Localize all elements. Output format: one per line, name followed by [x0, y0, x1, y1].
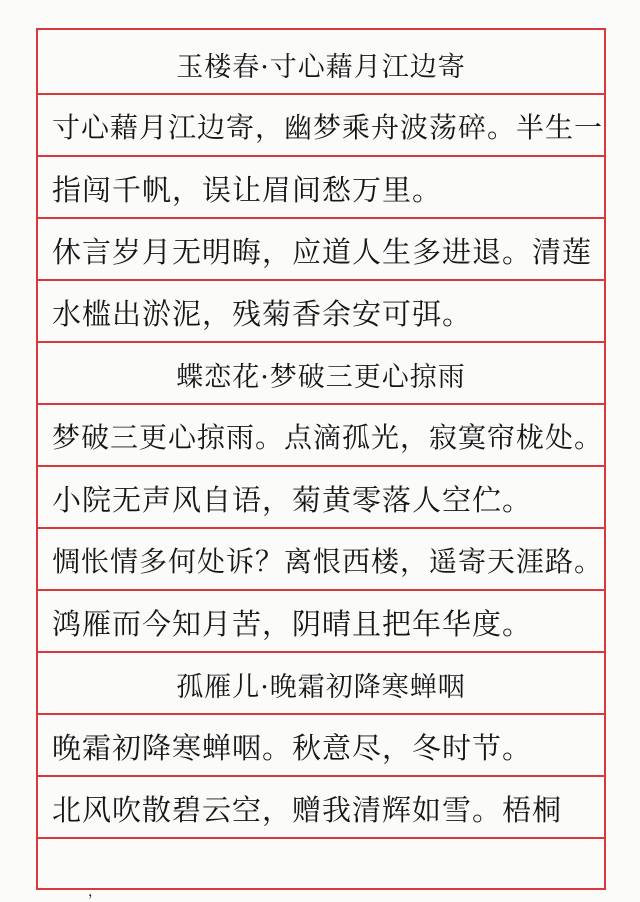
- poem-line: 小院无声风自语，菊黄零落人空伫。: [52, 482, 533, 517]
- poem-line: 北风吹散碧云空，赠我清辉如雪。梧桐: [52, 792, 563, 827]
- poem-line: 梦破三更心掠雨。点滴孤光，寂寞帘栊处。: [52, 421, 604, 454]
- poem-line: 鸿雁而今知月苦，阴晴且把年华度。: [52, 606, 533, 641]
- poem-line: 水槛出淤泥，残菊香余安可弭。: [52, 296, 473, 331]
- poem-line: 晚霜初降寒蝉咽。秋意尽，冬时节。: [52, 730, 533, 765]
- poem-line: 休言岁月无明晦，应道人生多进退。清莲: [52, 234, 593, 269]
- poem-title: 孤雁儿·晚霜初降寒蝉咽: [176, 671, 466, 703]
- poem-title: 玉楼春·寸心藉月江边寄: [176, 51, 466, 83]
- lined-writing-sheet: [36, 28, 606, 890]
- poem-title: 蝶恋花·梦破三更心掠雨: [176, 361, 466, 393]
- poem-line: 寸心藉月江边寄，幽梦乘舟波荡碎。半生一: [52, 111, 604, 144]
- poem-line: 指闯千帆，误让眉间愁万里。: [52, 172, 443, 207]
- poem-line: 惆怅情多何处诉？离恨西楼，遥寄天涯路。: [52, 545, 604, 578]
- stray-ink-mark: ，: [88, 884, 102, 900]
